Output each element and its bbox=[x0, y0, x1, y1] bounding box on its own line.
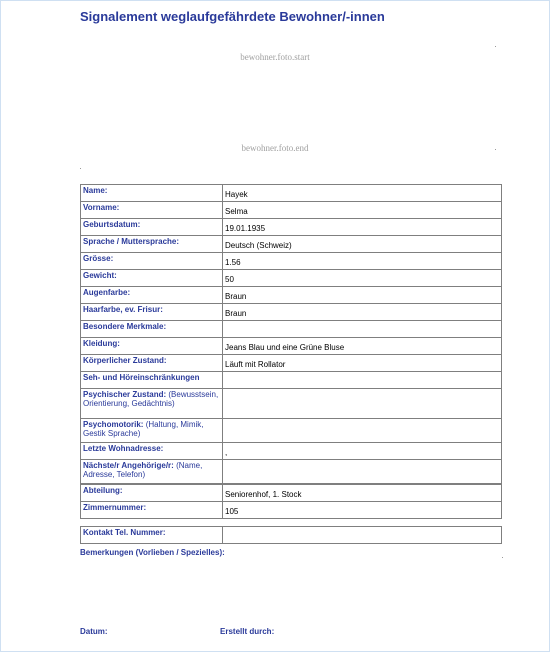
date-label: Datum: bbox=[80, 627, 108, 636]
row-label-sub: (Haltung, Mimik, Gestik Sprache) bbox=[83, 420, 204, 438]
row-value[interactable]: Selma bbox=[223, 202, 502, 219]
row-value[interactable]: Läuft mit Rollator bbox=[223, 355, 502, 372]
photo-end-placeholder: bewohner.foto.end bbox=[241, 143, 309, 153]
row-label bbox=[81, 372, 223, 389]
remarks-label: Bemerkungen (Vorlieben / Spezielles): bbox=[80, 548, 225, 557]
table-row bbox=[81, 321, 502, 338]
table-row bbox=[81, 304, 502, 321]
table-row bbox=[81, 485, 502, 502]
row-value[interactable]: Braun bbox=[223, 287, 502, 304]
table-row bbox=[81, 236, 502, 253]
row-value[interactable] bbox=[223, 389, 502, 419]
row-label-text: Grösse: bbox=[83, 254, 114, 263]
table-row bbox=[81, 338, 502, 355]
table-row bbox=[81, 443, 502, 460]
row-label-text: Abteilung: bbox=[83, 486, 123, 495]
row-label-text: Vorname: bbox=[83, 203, 120, 212]
row-value[interactable]: Braun bbox=[223, 304, 502, 321]
divider-dot bbox=[495, 46, 496, 47]
row-label bbox=[81, 270, 223, 287]
contact-row bbox=[81, 527, 502, 544]
row-label-text: Sprache / Muttersprache: bbox=[83, 237, 180, 246]
table-row bbox=[81, 355, 502, 372]
row-value[interactable] bbox=[223, 321, 502, 338]
row-label-text: Kleidung: bbox=[83, 339, 120, 348]
table-row bbox=[81, 253, 502, 270]
row-value[interactable] bbox=[223, 460, 502, 484]
row-label bbox=[81, 460, 223, 484]
row-value[interactable] bbox=[223, 527, 502, 544]
table-row bbox=[81, 202, 502, 219]
row-label-text: Name: bbox=[83, 186, 108, 195]
divider-dot bbox=[80, 168, 81, 169]
row-label-text: Geburtsdatum: bbox=[83, 220, 141, 229]
row-label bbox=[81, 236, 223, 253]
row-value[interactable]: Seniorenhof, 1. Stock bbox=[223, 485, 502, 502]
photo-start-placeholder: bewohner.foto.start bbox=[240, 52, 310, 62]
row-value[interactable]: Jeans Blau und eine Grüne Bluse bbox=[223, 338, 502, 355]
row-label-sub: (Bewusstsein, Orientierung, Gedächtnis) bbox=[83, 390, 219, 408]
table-row bbox=[81, 389, 502, 419]
row-label bbox=[81, 304, 223, 321]
row-label-text: Seh- und Höreinschränkungen bbox=[83, 373, 200, 382]
table-row bbox=[81, 185, 502, 202]
row-value[interactable]: , bbox=[223, 443, 502, 460]
table-row bbox=[81, 219, 502, 236]
row-label bbox=[81, 287, 223, 304]
row-label bbox=[81, 219, 223, 236]
row-label-text: Psychomotorik: bbox=[83, 420, 144, 429]
row-label-text: Zimmernummer: bbox=[83, 503, 147, 512]
table-row bbox=[81, 460, 502, 484]
row-value[interactable]: 19.01.1935 bbox=[223, 219, 502, 236]
row-value[interactable]: Deutsch (Schweiz) bbox=[223, 236, 502, 253]
row-value[interactable]: 105 bbox=[223, 502, 502, 519]
table-row bbox=[81, 419, 502, 443]
row-label-text: Augenfarbe: bbox=[83, 288, 131, 297]
divider-dot bbox=[502, 557, 503, 558]
row-label bbox=[81, 355, 223, 372]
row-label-sub: (Name, Adresse, Telefon) bbox=[83, 461, 203, 479]
unit-table bbox=[80, 484, 502, 519]
row-label bbox=[81, 202, 223, 219]
row-value[interactable] bbox=[223, 419, 502, 443]
row-label bbox=[81, 321, 223, 338]
row-label bbox=[81, 419, 223, 443]
row-label-text: Haarfarbe, ev. Frisur: bbox=[83, 305, 163, 314]
row-label-text: Körperlicher Zustand: bbox=[83, 356, 167, 365]
row-label-text: Letzte Wohnadresse: bbox=[83, 444, 164, 453]
row-value[interactable]: 1.56 bbox=[223, 253, 502, 270]
row-label bbox=[81, 253, 223, 270]
row-value[interactable]: 50 bbox=[223, 270, 502, 287]
created-by-label: Erstellt durch: bbox=[220, 627, 275, 636]
row-label: Kontakt Tel. Nummer: bbox=[81, 527, 223, 544]
personal-data-table bbox=[80, 184, 502, 484]
row-value[interactable] bbox=[223, 372, 502, 389]
row-value[interactable]: Hayek bbox=[223, 185, 502, 202]
row-label bbox=[81, 185, 223, 202]
divider-dot bbox=[495, 149, 496, 150]
row-label-text: Nächste/r Angehörige/r: bbox=[83, 461, 174, 470]
table-row bbox=[81, 287, 502, 304]
row-label bbox=[81, 389, 223, 419]
row-label bbox=[81, 338, 223, 355]
row-label bbox=[81, 443, 223, 460]
table-row bbox=[81, 270, 502, 287]
table-row bbox=[81, 372, 502, 389]
row-label-text: Besondere Merkmale: bbox=[83, 322, 167, 331]
row-label bbox=[81, 485, 223, 502]
page-title: Signalement weglaufgefährdete Bewohner/-innen bbox=[80, 9, 385, 24]
row-label bbox=[81, 502, 223, 519]
contact-table bbox=[80, 526, 502, 544]
row-label-text: Psychischer Zustand: bbox=[83, 390, 167, 399]
table-row bbox=[81, 502, 502, 519]
row-label-text: Gewicht: bbox=[83, 271, 117, 280]
